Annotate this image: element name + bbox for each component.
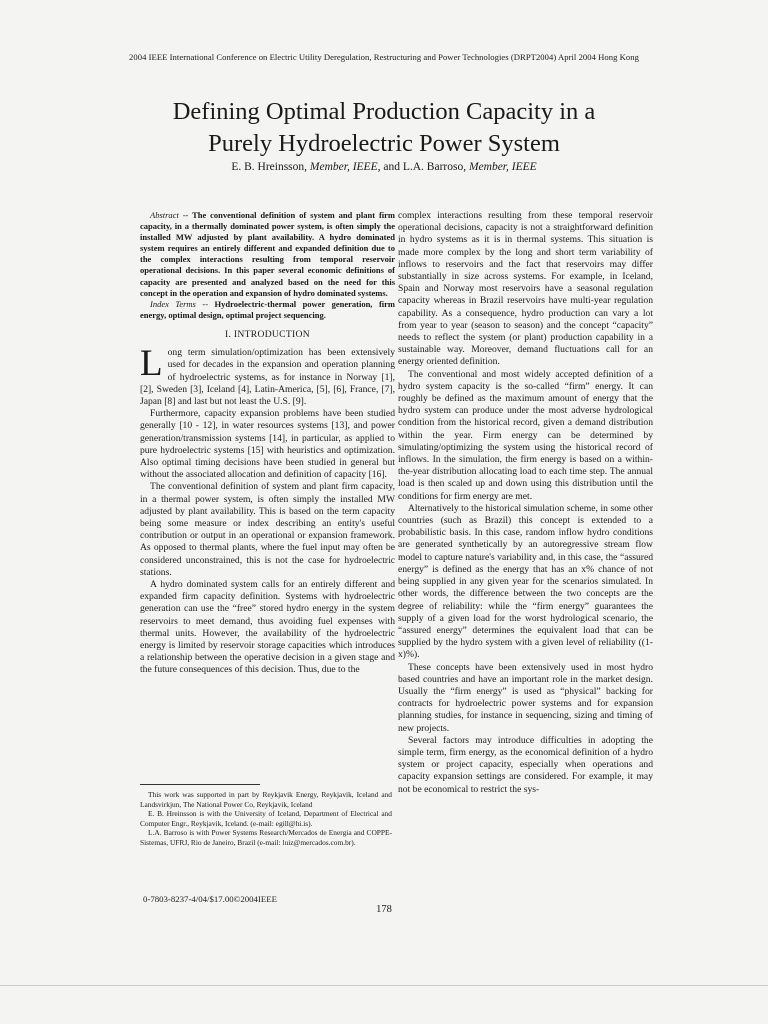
footnotes [140, 790, 392, 848]
isbn-copyright: 0-7803-8237-4/04/$17.00©2004IEEE [143, 894, 277, 904]
abstract-text: The conventional definition of system and plant firm capacity, in a thermally dominated power system, is often simply the installed MW adjusted by plant availability. A hydro dominated system requires an entirely different and expanded definition due to the complex interactions resulting from temporal reservoir operational decisions. In this paper several economic definitions of capacity are presented and analyzed based on the need for this concept in the operation and expansion of hydro dominated systems. [140, 210, 395, 298]
right-paragraph-4: These concepts have been extensively used in most hydro based countries and have an important role in the market design. Usually the “firm energy” is used as “physical” backing for contracts for hydroelectric power systems and for expansion planning studies, for instance in sequencing, sizing and timing of new projects. [398, 661, 653, 734]
abstract [140, 210, 395, 299]
footnote-author-2: L.A. Barroso is with Power Systems Research/Mercados de Energia and COPPE-Sistemas, UFRJ, Rio de Janeiro, Brazil (e-mail: luiz@mercados.com.br). [140, 828, 392, 847]
title-line-1: Defining Optimal Production Capacity in a [172, 98, 596, 125]
author-1-name: E. B. Hreinsson, [231, 161, 310, 173]
author-2-role: Member, IEEE [468, 161, 537, 173]
conference-header: 2004 IEEE International Conference on Electric Utility Deregulation, Restructuring and Power Technologies (DRPT2004) April 2004 Hong Kong [129, 52, 639, 62]
paper-title [0, 96, 768, 160]
author-line [0, 161, 768, 173]
right-column [398, 210, 653, 796]
right-paragraph-1: complex interactions resulting from these temporal reservoir operational decisions, capacity is not a straightforward definition in hydro systems as it is in thermal systems. This situation is made more complex by the long and short term variability of inflows to reservoirs and the fact that reservoirs may differ substantially in size across systems. For example, in Iceland, Spain and Norway most reservoirs have a seasonal regulation capacity whereas in Brazil reservoirs have multi-year regulation capability. As a consequence, hydro production can vary a lot from year to year (season to season) and the concept “capacity” needs to reflect the system (or plant) production capability in a sustainable way. Moreover, demand fluctuations call for an energy oriented definition. [398, 210, 653, 368]
intro-paragraph-1 [140, 343, 395, 408]
right-paragraph-2: The conventional and most widely accepted definition of a hydro system capacity is the so-called “firm” energy. It can roughly be defined as the maximum amount of energy that the hydro system can produce under the most adverse hydrological condition from the historical record, given a demand distribution within the year. Firm energy can be determined by simulating/optimizing the system using the historical record of inflows. In the simulation, the firm energy is based on a within-the-year distribution allocating load to each time step. The annual load is then scaled up and down using this distribution until the conditions for firm energy are met. [398, 368, 653, 502]
page-bottom-divider [0, 985, 768, 986]
abstract-lead: Abstract -- [150, 210, 189, 220]
right-paragraph-3: Alternatively to the historical simulation scheme, in some other countries (such as Brazil) this concept is extended to a probabilistic basis. In this case, random inflow hydro conditions are generated synthetically by an autoregressive stream flow model to capture nature's variability and, in this case, the “assured energy” is defined as the energy that has an x% chance of not being supplied in any given year for the scenarios simulated. In other words, the difference between the two concepts are the degree of reliability: while the “firm energy” guarantees the supply of a given load for the worst hydrological scenario, the “assured energy” determines the equivalent load that can be supplied by the hydro system with a given level of reliability ((1-x)%). [398, 502, 653, 661]
footnote-rule [140, 784, 260, 785]
intro-paragraph-3: The conventional definition of system and plant firm capacity, in a thermal power system, is often simply the installed MW adjusted by plant availability. This is based on the term capacity being some measure or index describing an entity's useful contribution or output in an operational or expansion framework. As opposed to thermal plants, where the fuel input may often be considered unconstrained, this is not the case for hydroelectric stations. [140, 481, 395, 578]
left-column [140, 210, 395, 677]
page-number: 178 [376, 904, 392, 915]
author-conjunction: and [380, 161, 403, 173]
index-terms-text: Hydroelectric-thermal power generation, firm energy, optimal design, optimal project sequencing. [140, 298, 395, 320]
intro-paragraph-2: Furthermore, capacity expansion problems have been studied generally [10 - 12], in water resources systems [13], and power generation/transmission systems [14], in particular, as applied to pure hydroelectric systems [15] with heuristics and optimization. Also optimal timing decisions have been studied in general but without the associated allocation and definition of capacity [16]. [140, 408, 395, 481]
drop-cap: L [140, 343, 163, 385]
intro-paragraph-1-text: ong term simulation/optimization has been extensively used for decades in the expansion and operation planning of hydroelectric systems, as for instance in Norway [1], [2], Sweden [3], Iceland [4], Latin-America, [5], [6], France, [7], Japan [8] and last but not least the U.S. [9]. [140, 347, 395, 407]
author-2-name: L.A. Barroso, [402, 161, 469, 173]
right-paragraph-5: Several factors may introduce difficulties in adopting the simple term, firm energy, as the economical definition of a hydro system or project capacity, especially when operations and capacity expansion settings are considered. For example, it may not be economical to restrict the sys- [398, 734, 653, 795]
author-1-role: Member, IEEE, [309, 161, 381, 173]
index-terms-lead: Index Terms -- [150, 298, 209, 309]
section-heading-introduction: I. INTRODUCTION [225, 328, 310, 340]
intro-paragraph-4: A hydro dominated system calls for an entirely different and expanded firm capacity definition. Systems with hydroelectric generation can use the “free” stored hydro energy in the system reservoirs to meet demand, thus avoiding fuel expenses with thermal units. However, the availability of the hydroelectric energy is limited by reservoir storage capacities which introduces a relationship between the operative decision in a given stage and the future consequences of this decision. Thus, due to the [140, 579, 395, 676]
footnote-author-1: E. B. Hreinsson is with the University of Iceland, Department of Electrical and Computer Engr., Reykjavik, Iceland. (e-mail: egill@hi.is). [140, 809, 392, 828]
footnote-funding: This work was supported in part by Reykjavik Energy, Reykjavik, Iceland and Landsvirkjun, The National Power Co, Reykjavik, Iceland [140, 790, 392, 809]
index-terms [140, 299, 395, 321]
title-line-2: Purely Hydroelectric Power System [208, 130, 560, 157]
